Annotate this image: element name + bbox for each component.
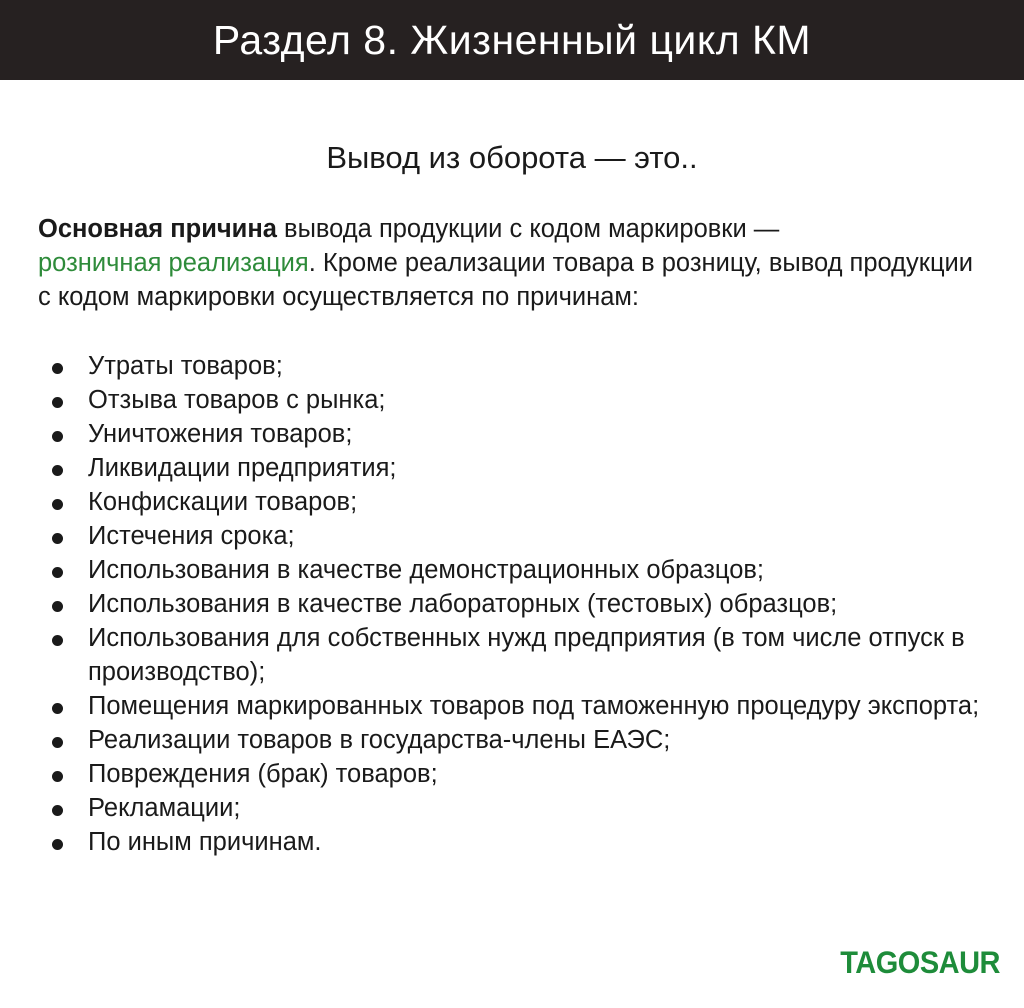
intro-highlight-text: розничная реализация [38, 249, 309, 277]
list-item: Рекламации; [38, 791, 998, 825]
list-item: Утраты товаров; [38, 349, 998, 383]
intro-text-part2: . Кроме реализации товара в розницу, вывод продукции с кодом маркировки осуществляется по причинам: [38, 249, 974, 311]
list-item: Помещения маркированных товаров под таможенную процедуру экспорта; [38, 689, 998, 723]
bullet-icon [52, 465, 63, 476]
bullet-icon [52, 635, 63, 646]
bullet-icon [52, 397, 63, 408]
list-item: Повреждения (брак) товаров; [38, 757, 998, 791]
intro-paragraph [38, 212, 988, 314]
reasons-list [38, 349, 998, 859]
bullet-icon [52, 737, 63, 748]
bullet-icon [52, 601, 63, 612]
list-item: Истечения срока; [38, 519, 998, 553]
list-item: Реализации товаров в государства-члены ЕАЭС; [38, 723, 998, 757]
bullet-icon [52, 533, 63, 544]
bullet-icon [52, 839, 63, 850]
bullet-icon [52, 805, 63, 816]
intro-bold-text: Основная причина [38, 215, 277, 243]
tagosaur-logo: TAGOSAUR [840, 945, 1000, 981]
list-item: Ликвидации предприятия; [38, 451, 998, 485]
section-subtitle: Вывод из оборота — это.. [326, 140, 698, 175]
page-title: Раздел 8. Жизненный цикл КМ [212, 16, 812, 63]
bullet-icon [52, 771, 63, 782]
bullet-icon [52, 363, 63, 374]
bullet-icon [52, 703, 63, 714]
bullet-icon [52, 567, 63, 578]
list-item: Использования для собственных нужд предприятия (в том числе отпуск в производство); [38, 621, 998, 689]
intro-text-part1: вывода продукции с кодом маркировки — [276, 215, 780, 243]
list-item: Отзыва товаров с рынка; [38, 383, 998, 417]
list-item: Использования в качестве лабораторных (тестовых) образцов; [38, 587, 998, 621]
list-item: По иным причинам. [38, 825, 998, 859]
header-bar [0, 0, 1024, 80]
bullet-icon [52, 499, 63, 510]
list-item: Конфискации товаров; [38, 485, 998, 519]
bullet-icon [52, 431, 63, 442]
list-item: Уничтожения товаров; [38, 417, 998, 451]
list-item: Использования в качестве демонстрационных образцов; [38, 553, 998, 587]
